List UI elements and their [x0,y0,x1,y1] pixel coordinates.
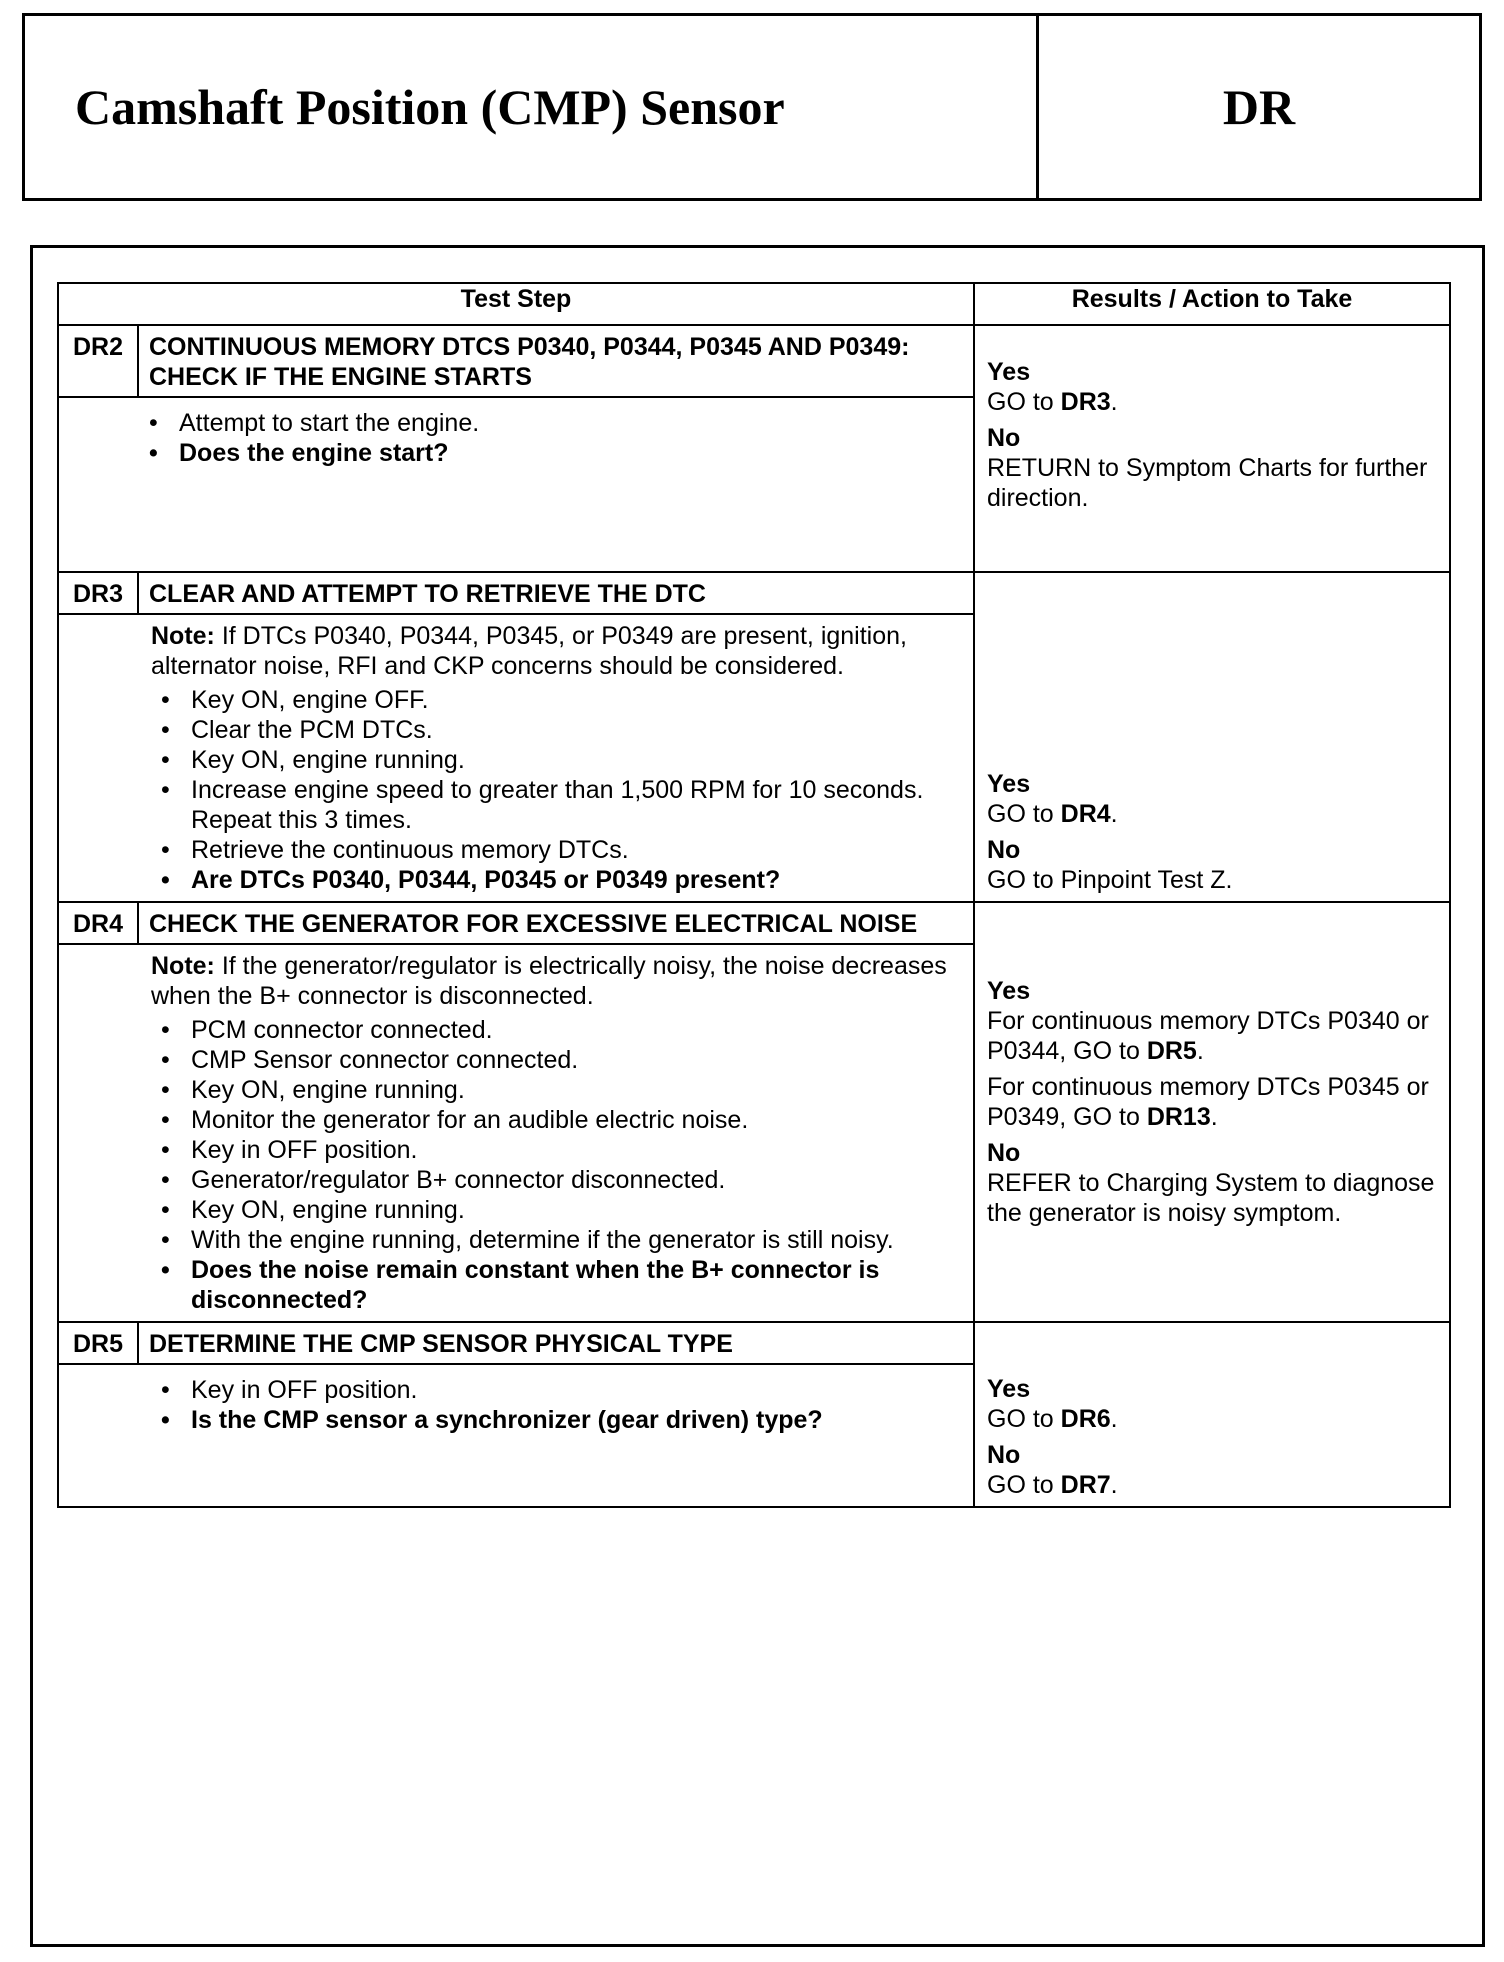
step-code: DR2 [59,326,139,396]
list-item: • CMP Sensor connector connected. [151,1045,963,1075]
result-yes-prefix: GO to [987,387,1054,416]
step-list [151,1375,963,1435]
col-header-results: Results / Action to Take [974,283,1450,325]
result-yes-label: Yes [987,1375,1031,1403]
result-yes-action: GO to DR3. [987,387,1118,416]
result-yes-action: GO to DR4. [987,800,1118,828]
list-item: • Key in OFF position. [151,1375,963,1405]
step-list [151,685,963,895]
result-no-action: RETURN to Symptom Charts for further direction. [987,453,1428,512]
section-code: DR [1222,79,1296,135]
result-yes-action-1: For continuous memory DTCs P0340 or P0344, GO to DR5. [987,1007,1429,1065]
result-yes-prefix: GO to [987,1405,1054,1433]
result-no-action: REFER to Charging System to diagnose the generator is noisy symptom. [987,1169,1435,1227]
table-header-row [58,283,1450,325]
result-yes-prefix: GO to [987,800,1054,828]
step-title: CONTINUOUS MEMORY DTCS P0340, P0344, P0345 AND P0349: CHECK IF THE ENGINE STARTS [149,333,910,391]
result-no-label: No [987,1441,1021,1469]
note-label: Note: [151,622,215,650]
list-item: • Retrieve the continuous memory DTCs. [151,835,963,865]
step-title-row [59,573,973,615]
list-item: • Key ON, engine OFF. [151,685,963,715]
step-cell-dr2 [58,325,974,572]
step-body [59,1365,973,1441]
result-yes-action-2: For continuous memory DTCs P0345 or P0349, GO to DR13. [987,1073,1429,1131]
result-no-label: No [987,836,1021,864]
step-title: CLEAR AND ATTEMPT TO RETRIEVE THE DTC [149,580,706,608]
step-row-dr4 [58,902,1450,1322]
result-yes-target: DR4 [1060,800,1111,828]
page-header [22,13,1482,201]
step-cell-dr4 [58,902,974,1322]
result-yes-target: DR6 [1060,1405,1111,1433]
result-yes-prefix: For continuous memory DTCs P0345 or P0349, GO to [987,1073,1429,1131]
list-item: • Clear the PCM DTCs. [151,715,963,745]
step-question: • Are DTCs P0340, P0344, P0345 or P0349 present? [151,865,963,895]
result-no-label: No [987,1139,1021,1167]
step-question: • Does the engine start? [139,438,963,468]
step-cell-dr5 [58,1322,974,1507]
page-title: Camshaft Position (CMP) Sensor [25,16,1039,198]
step-title: CHECK THE GENERATOR FOR EXCESSIVE ELECTRICAL NOISE [149,910,918,938]
list-item: • Generator/regulator B+ connector disconnected. [151,1165,963,1195]
result-cell-dr2 [974,325,1450,572]
list-item: • With the engine running, determine if the generator is still noisy. [151,1225,963,1255]
list-item: • Attempt to start the engine. [139,408,963,438]
step-title-row [59,326,973,398]
result-no-action: GO to DR7. [987,1471,1118,1499]
test-step-table [57,282,1451,1508]
step-code: DR5 [59,1323,139,1363]
list-item: • Key ON, engine running. [151,1195,963,1225]
step-code: DR4 [59,903,139,943]
note-label: Note: [151,952,215,980]
result-no-label: No [987,423,1021,452]
step-row-dr5 [58,1322,1450,1507]
result-yes-target: DR3 [1060,387,1111,416]
result-no-target: DR7 [1060,1471,1111,1499]
note-text: If DTCs P0340, P0344, P0345, or P0349 are present, ignition, alternator noise, RFI and CKP concerns should be considered. [151,622,907,680]
step-question: • Does the noise remain constant when the B+ connector is disconnected? [151,1255,963,1315]
result-no-prefix: GO to [987,1471,1054,1499]
list-item: • Key ON, engine running. [151,1075,963,1105]
result-yes-prefix: For continuous memory DTCs P0340 or P0344, GO to [987,1007,1429,1065]
step-title: DETERMINE THE CMP SENSOR PHYSICAL TYPE [149,1330,733,1358]
result-no-action: GO to Pinpoint Test Z. [987,866,1233,894]
result-cell-dr5 [974,1322,1450,1507]
step-body [59,398,973,474]
step-note [151,621,963,681]
step-note [151,951,963,1011]
step-body [59,945,973,1321]
list-item: • PCM connector connected. [151,1015,963,1045]
step-title-row [59,1323,973,1365]
step-code: DR3 [59,573,139,613]
result-yes-label: Yes [987,357,1031,386]
step-question: • Is the CMP sensor a synchronizer (gear driven) type? [151,1405,963,1435]
list-item: • Key ON, engine running. [151,745,963,775]
list-item: • Key in OFF position. [151,1135,963,1165]
step-row-dr3 [58,572,1450,902]
step-cell-dr3 [58,572,974,902]
step-title-row [59,903,973,945]
result-yes-action: GO to DR6. [987,1405,1118,1433]
result-yes-target: DR5 [1146,1037,1197,1065]
result-yes-target: DR13 [1146,1103,1211,1131]
list-item: • Monitor the generator for an audible electric noise. [151,1105,963,1135]
result-cell-dr3 [974,572,1450,902]
step-list [151,1015,963,1315]
list-item: • Increase engine speed to greater than 1,500 RPM for 10 seconds. Repeat this 3 times. [151,775,963,835]
step-body [59,615,973,901]
step-row-dr2 [58,325,1450,572]
col-header-test-step: Test Step [58,283,974,325]
result-yes-label: Yes [987,770,1031,798]
step-list [139,408,963,468]
result-cell-dr4 [974,902,1450,1322]
note-text: If the generator/regulator is electrically noisy, the noise decreases when the B+ connector is disconnected. [151,952,947,1010]
result-yes-label: Yes [987,977,1031,1005]
